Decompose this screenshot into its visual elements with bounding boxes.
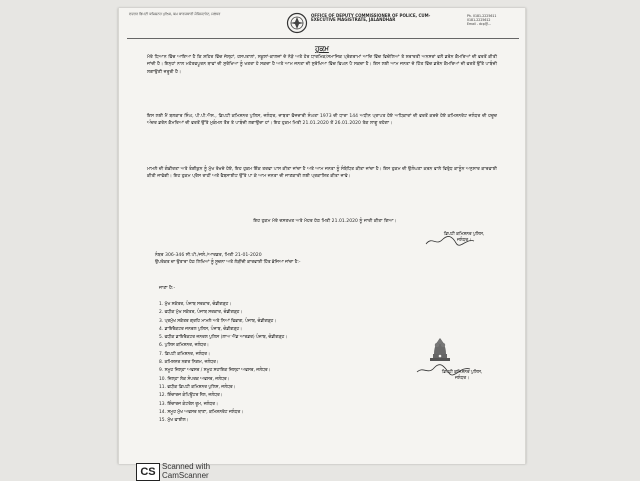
list-item: 4. ਡਾਇਰੈਕਟਰ ਜਨਰਲ ਪੁਲਿਸ, ਪੰਜਾਬ, ਚੰਡੀਗੜ੍ਹ। xyxy=(159,326,242,332)
endorsement-note: ਉਪਰੋਕਤ ਦਾ ਉਤਾਰਾ ਹੇਠ ਲਿਖਿਆਂ ਨੂੰ ਸੂਚਨਾ ਅਤੇ ਲੋੜੀਂਦੀ ਕਾਰਵਾਈ ਹਿੱਤ ਭੇਜਿਆ ਜਾਂਦਾ ਹੈ:- xyxy=(155,260,301,265)
header-office-title: OFFICE OF DEPUTY COMMISSIONER OF POLICE, CUM-EXECUTIVE MAGISTRATE, JALANDHAR xyxy=(311,13,431,23)
camscanner-logo-icon: CS xyxy=(136,463,160,481)
endorsement-number: ਨੰਬਰ 306-346 ਸੀ.ਪੀ./ਜਲੰ./ਆਰਡਰ, ਮਿਤੀ 21-01-2020 xyxy=(155,253,262,258)
watermark-line: CamScanner xyxy=(162,471,209,480)
distribution-label: ਜਾਣਾ ਹੈ:- xyxy=(159,286,176,291)
signatory-place: ਜਲੰਧਰ। xyxy=(457,238,471,243)
signatory-place: ਜਲੰਧਰ। xyxy=(455,376,469,381)
scanned-document-page xyxy=(118,8,526,464)
watermark-line: Scanned with xyxy=(162,462,211,471)
camscanner-watermark xyxy=(162,462,282,480)
list-item: 11. ਵਧੀਕ ਡਿਪਟੀ ਕਮਿਸ਼ਨਰ ਪੁਲਿਸ, ਜਲੰਧਰ। xyxy=(159,384,236,390)
list-item: 5. ਵਧੀਕ ਡਾਇਰੈਕਟਰ ਜਨਰਲ ਪੁਲਿਸ (ਲਾਅ ਐਂਡ ਆਰਡਰ) ਪੰਜਾਬ, ਚੰਡੀਗੜ੍ਹ। xyxy=(159,335,288,341)
signatory-title: ਡਿਪਟੀ ਕਮਿਸ਼ਨਰ ਪੁਲਿਸ, xyxy=(441,370,483,375)
order-paragraph-1: ਮੇਰੇ ਧਿਆਨ ਵਿੱਚ ਆਇਆ ਹੈ ਕਿ ਸ਼ਹਿਰ ਵਿੱਚ ਜੇਲ੍ਹਾਂ, ਹਸਪਤਾਲਾਂ, ਸਕੂਲਾਂ-ਕਾਲਜਾਂ ਦੇ ਨੇੜੇ ਅਤੇ ਹੋਰ ਧਾਰਮਿਕ/ਸਮਾਜਿਕ ਪ੍ਰੋਗਰਾਮਾਂ ਆਦਿ ਵਿੱਚ ਵਿਚੋਲਿਆਂ ਤੇ ਸ਼ਰਾਰਤੀ ਅਨਸਰਾਂ ਵਲੋਂ ਡਰੋਨ ਕੈਮਰਿਆਂ ਦੀ ਵਰਤੋਂ ਕੀਤੀ ਜਾਂਦੀ ਹੈ। ਇਨ੍ਹਾਂ ਨਾਲ ਮਹੱਤਵਪੂਰਨ ਥਾਵਾਂ ਦੀ ਸੁਰੱਖਿਆ ਨੂੰ ਖਤਰਾ ਹੋ ਸਕਦਾ ਹੈ ਅਤੇ ਆਮ ਜਨਤਾ ਦੀ ਸੁਰੱਖਿਆ ਵਿੱਚ ਵਿਘਨ ਪੈ ਸਕਦਾ ਹੈ। ਇਸ ਲਈ ਆਮ ਜਨਤਾ ਦੇ ਹਿੱਤ ਵਿੱਚ ਡਰੋਨ ਕੈਮਰਿਆਂ ਦੀ ਵਰਤੋਂ ਉੱਤੇ ਪਾਬੰਦੀ ਲਗਾਉਣੀ ਜ਼ਰੂਰੀ ਹੈ। xyxy=(147,55,497,75)
header-contact-line: Email - dcp@... xyxy=(467,22,492,27)
header-office-name-punjabi: ਦਫਤਰ ਡਿਪਟੀ ਕਮਿਸ਼ਨਰ ਪੁਲਿਸ, ਕਮ ਕਾਰਜਕਾਰੀ ਮੈਜਿਸਟਰੇਟ, ਜਲੰਧਰ xyxy=(129,12,221,16)
list-item: 1. ਮੁੱਖ ਸਕੱਤਰ, ਪੰਜਾਬ ਸਰਕਾਰ, ਚੰਡੀਗੜ੍ਹ। xyxy=(159,302,232,307)
signature-block-1 xyxy=(419,232,509,244)
punjab-police-emblem-icon xyxy=(286,12,308,34)
signature-block-2 xyxy=(417,370,507,382)
header-contact-block xyxy=(467,14,521,27)
list-item: 12. ਇੰਚਾਰਜ ਕੰਪਿਊਟਰ ਸੈਲ, ਜਲੰਧਰ। xyxy=(159,393,223,399)
list-item: 2. ਵਧੀਕ ਮੁੱਖ ਸਕੱਤਰ, ਪੰਜਾਬ ਸਰਕਾਰ, ਚੰਡੀਗੜ੍ਹ। xyxy=(159,310,243,316)
list-item: 10. ਜ਼ਿਲ੍ਹਾ ਲੋਕ ਸੰਪਰਕ ਅਫਸਰ, ਜਲੰਧਰ। xyxy=(159,376,230,382)
header-contact-line: 0181-2225612 xyxy=(467,18,491,23)
header-contact-line: Ph. 0181-2225611 xyxy=(467,14,497,18)
order-paragraph-2: ਇਸ ਲਈ ਮੈਂ ਬਲਕਾਰ ਸਿੰਘ, ਪੀ.ਪੀ.ਐਸ., ਡਿਪਟੀ ਕਮਿਸ਼ਨਰ ਪੁਲਿਸ, ਜਲੰਧਰ, ਜ਼ਾਬਤਾ ਫੌਜਦਾਰੀ ਸੰਘਤਾ 1973 ਦੀ ਧਾਰਾ 144 ਅਧੀਨ ਪ੍ਰਾਪਤ ਹੋਏ ਅਧਿਕਾਰਾਂ ਦੀ ਵਰਤੋਂ ਕਰਦੇ ਹੋਏ ਕਮਿਸ਼ਨਰੇਟ ਜਲੰਧਰ ਦੀ ਹਦੂਦ ਅੰਦਰ ਡਰੋਨ ਕੈਮਰਿਆਂ ਦੀ ਵਰਤੋਂ ਉੱਤੇ ਮੁਕੰਮਲ ਤੌਰ ਤੇ ਪਾਬੰਦੀ ਲਗਾਉਂਦਾ ਹਾਂ। ਇਹ ਹੁਕਮ ਮਿਤੀ 21.01.2020 ਤੋਂ 26.01.2020 ਤੱਕ ਲਾਗੂ ਰਹੇਗਾ। xyxy=(147,114,497,127)
signatory-title: ਡਿਪਟੀ ਕਮਿਸ਼ਨਰ ਪੁਲਿਸ, xyxy=(443,232,485,237)
list-item: 15. ਮੁੱਖ ਫਾਈਲ। xyxy=(159,418,189,424)
state-emblem-icon xyxy=(427,334,453,364)
list-item: 6. ਪੁਲਿਸ ਕਮਿਸ਼ਨਰ, ਜਲੰਧਰ। xyxy=(159,343,209,349)
header-divider xyxy=(127,38,519,39)
list-item: 13. ਇੰਚਾਰਜ ਕੰਟਰੋਲ ਰੂਮ, ਜਲੰਧਰ। xyxy=(159,401,218,407)
distribution-list xyxy=(159,301,419,425)
list-item: 7. ਡਿਪਟੀ ਕਮਿਸ਼ਨਰ, ਜਲੰਧਰ। xyxy=(159,351,210,357)
list-item: 8. ਕਮਿਸ਼ਨਰ ਨਗਰ ਨਿਗਮ, ਜਲੰਧਰ। xyxy=(159,360,219,366)
order-paragraph-3: ਮਾਮਲੇ ਦੀ ਗੰਭੀਰਤਾ ਅਤੇ ਤੰਗੀਕੁਨ ਨੂੰ ਮੁੱਖ ਰੱਖਦੇ ਹੋਏ, ਇਹ ਹੁਕਮ ਇੱਕ ਤਰਫਾ ਪਾਸ ਕੀਤਾ ਜਾਂਦਾ ਹੈ ਅਤੇ ਆਮ ਜਨਤਾ ਨੂੰ ਸੰਬੋਧਿਤ ਕੀਤਾ ਜਾਂਦਾ ਹੈ। ਇਸ ਹੁਕਮ ਦੀ ਉਲੰਘਣਾ ਕਰਨ ਵਾਲੇ ਵਿਰੁੱਧ ਕਾਨੂੰਨ ਅਨੁਸਾਰ ਕਾਰਵਾਈ ਕੀਤੀ ਜਾਵੇਗੀ। ਇਹ ਹੁਕਮ ਪ੍ਰੈਸ ਰਾਹੀਂ ਅਤੇ ਵੈਬਸਾਈਟ ਉੱਤੇ ਪਾ ਕੇ ਆਮ ਜਨਤਾ ਦੀ ਜਾਣਕਾਰੀ ਲਈ ਪ੍ਰਕਾਸ਼ਿਤ ਕੀਤਾ ਜਾਵੇ। xyxy=(147,167,497,180)
list-item: 14. ਸਮੂਹ ਮੁੱਖ ਅਫਸਰ ਥਾਣਾ, ਕਮਿਸ਼ਨਰੇਟ ਜਲੰਧਰ। xyxy=(159,409,244,415)
document-title: ਹੁਕਮ xyxy=(315,45,329,53)
order-paragraph-4: ਇਹ ਹੁਕਮ ਮੇਰੇ ਦਸਤਖਤ ਅਤੇ ਮੋਹਰ ਹੇਠ ਮਿਤੀ 21.01.2020 ਨੂੰ ਜਾਰੀ ਕੀਤਾ ਗਿਆ। xyxy=(253,219,397,224)
list-item: 3. ਪ੍ਰਮੁੱਖ ਸਕੱਤਰ ਗ੍ਰਹਿ ਮਾਮਲੇ ਅਤੇ ਨਿਆਂ ਵਿਭਾਗ, ਪੰਜਾਬ, ਚੰਡੀਗੜ੍ਹ। xyxy=(159,318,277,324)
list-item: 9. ਸਮੂਹ ਜ਼ਿਲ੍ਹਾ ਅਫਸਰ / ਸਮੂਹ ਸਹਾਇਕ ਜ਼ਿਲ੍ਹਾ ਅਫਸਰ, ਜਲੰਧਰ। xyxy=(159,368,271,374)
